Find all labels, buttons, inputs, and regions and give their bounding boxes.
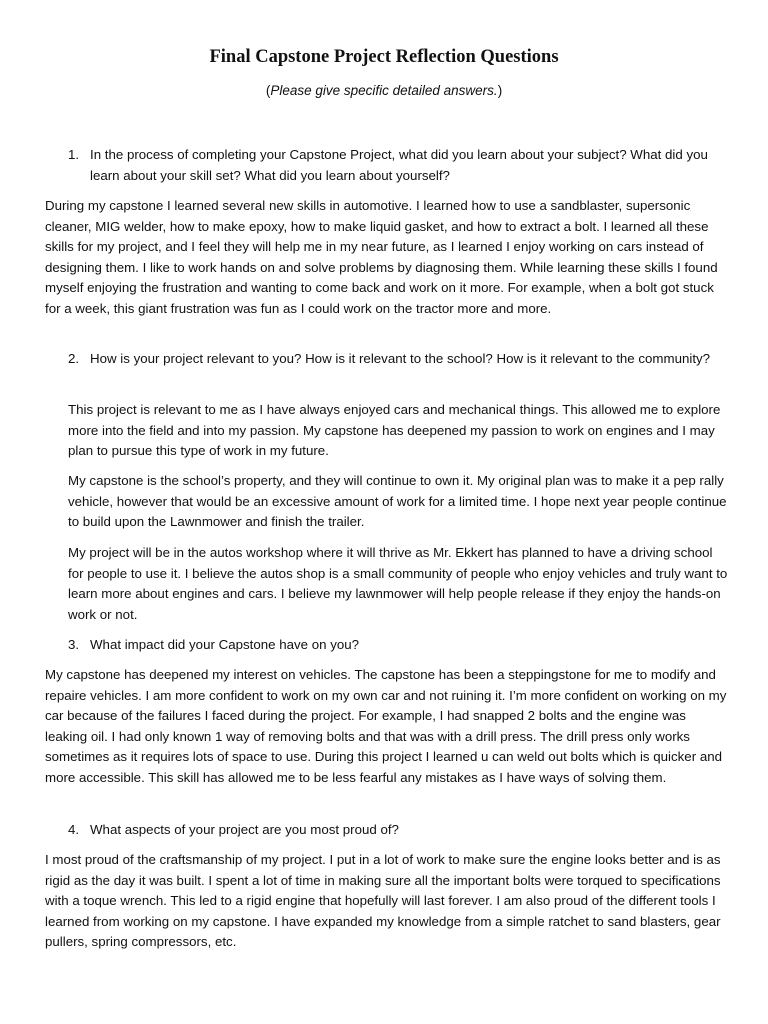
- subtitle-instruction: Please give specific detailed answers.: [270, 83, 498, 98]
- question-text: What aspects of your project are you most proud of?: [90, 822, 399, 837]
- answer-3: My capstone has deepened my interest on vehicles. The capstone has been a steppingstone for me to modify and repaire vehicles. I am more confident to work on my own car and not ruining it. I’m more confident on working on my car because of the failures I faced during the project. For example, I had snapped 2 bolts and the engine was leaking oil. I had only known 1 way of removing bolts and that was with a drill press. The drill press only works sometimes as it requires lots of space to use. During this project I learned u can weld out bolts which is quicker and more accessible. This skill has allowed me to be less fearful any mistakes as I have ways of solving them.: [45, 667, 727, 785]
- question-1: [68, 144, 728, 186]
- question-text: What impact did your Capstone have on you?: [90, 637, 360, 652]
- answer-1: During my capstone I learned several new skills in automotive. I learned how to use a sandblaster, supersonic cleaner, MIG welder, how to make epoxy, how to make liquid gasket, and how to extract a bolt. I learned all these skills for my project, and I feel they will help me in my near future, as I learned I enjoy working on cars instead of designing them. I like to work hands on and solve problems by diagnosing them. While learning these skills I found myself enjoying the frustration and wanting to come back and work on it more. For example, when a bolt got stuck for a week, this giant frustration was fun as I could work on the tractor more and more.: [45, 198, 718, 316]
- question-2: [68, 348, 728, 369]
- question-number: 3.: [68, 637, 80, 652]
- question-4: [68, 819, 728, 840]
- question-text: In the process of completing your Capstone Project, what did you learn about your subject? What did you learn about your skill set? What did you learn about yourself?: [90, 147, 708, 183]
- subtitle-open-paren: (: [265, 83, 271, 98]
- document-title: Final Capstone Project Reflection Questions: [209, 47, 559, 67]
- question-number: 2.: [68, 351, 80, 366]
- question-number: 1.: [68, 147, 80, 162]
- question-number: 4.: [68, 822, 80, 837]
- answer-2-paragraph-1: This project is relevant to me as I have always enjoyed cars and mechanical things. This allowed me to explore more into the field and into my passion. My capstone has deepened my passion to work on engines and I may plan to pursue this type of work in my future.: [68, 402, 721, 459]
- question-text: How is your project relevant to you? How is it relevant to the school? How is it relevant to the community?: [90, 351, 711, 366]
- subtitle-close-paren: ): [497, 83, 503, 98]
- question-3: [68, 634, 728, 655]
- answer-4: I most proud of the craftsmanship of my project. I put in a lot of work to make sure the engine looks better and is as rigid as the day it was built. I spent a lot of time in making sure all the important bolts were torqued to specifications with a toque wrench. This led to a rigid engine that hopefully will last forever. I am also proud of the different tools I learned from working on my capstone. I have expanded my knowledge from a simple ratchet to sand blasters, gear pullers, spring compressors, etc.: [45, 852, 721, 950]
- document-subtitle: [0, 83, 768, 98]
- answer-2-paragraph-2: My capstone is the school’s property, and they will continue to own it. My original plan was to make it a pep rally vehicle, however that would be an excessive amount of work for a limited time. I hope next year people continue to build upon the Lawnmower and finish the trailer.: [68, 473, 727, 530]
- answer-2-paragraph-3: My project will be in the autos workshop where it will thrive as Mr. Ekkert has planned to have a driving school for people to use it. I believe the autos shop is a small community of people who enjoy vehicles and truly want to learn more about engines and cars. I believe my lawnmower will help people release if they enjoy the hands-on work or not.: [68, 545, 728, 622]
